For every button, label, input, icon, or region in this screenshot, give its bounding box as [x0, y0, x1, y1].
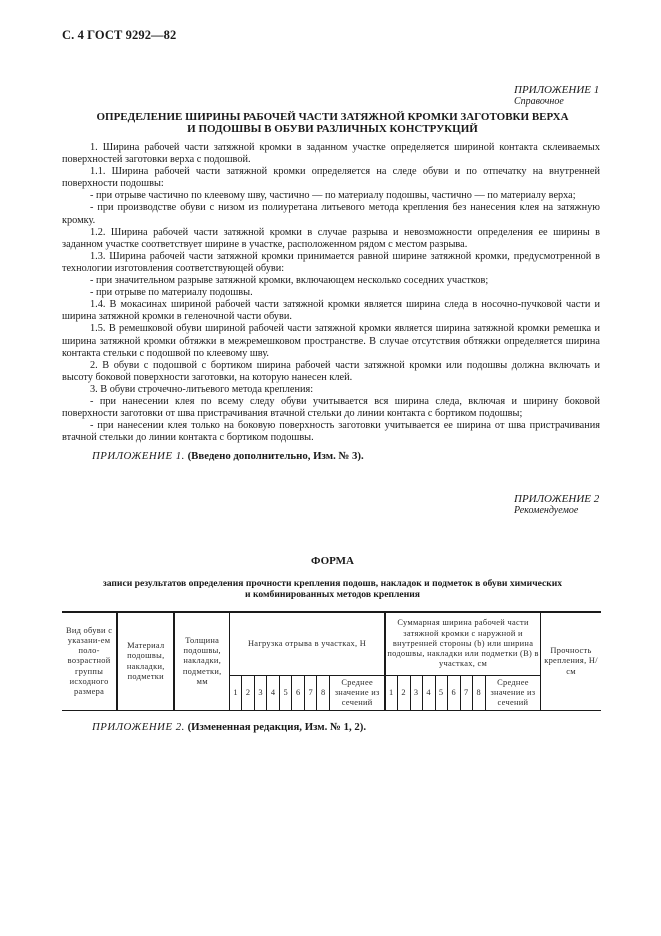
appendix-1-number: ПРИЛОЖЕНИЕ 1 [514, 84, 600, 96]
appendix-1-label [514, 84, 601, 108]
appendix-2-type: Рекомендуемое [514, 505, 579, 516]
paragraph: - при отрыве по материалу подошвы. [90, 287, 253, 299]
width-col-8: 8 [472, 676, 485, 711]
load-col-2: 2 [242, 676, 255, 711]
load-col-average: Среднее значение из сечений [330, 676, 385, 711]
results-form-table [62, 611, 601, 711]
form-title: ФОРМА [311, 555, 354, 567]
appendix-2-label [514, 493, 601, 517]
subtitle-line-1: записи результатов определения прочности крепления подошв, накладок и подметок в обуви химических [102, 578, 563, 589]
paragraph: - при отрыве частично по клеевому шву, частично — по материалу подошвы, частично — по материалу верха; [90, 190, 576, 202]
header-strength: Прочность крепления, Н/см [541, 612, 601, 711]
header-material: Материал подошвы, накладки, подметки [117, 612, 174, 711]
header-load: Нагрузка отрыва в участках, Н [230, 612, 385, 676]
load-col-4: 4 [267, 676, 280, 711]
load-col-3: 3 [255, 676, 267, 711]
header-thickness: Толщина подошвы, накладки, подметки, мм [174, 612, 229, 711]
load-col-7: 7 [305, 676, 317, 711]
load-col-8: 8 [317, 676, 330, 711]
paragraph: 3. В обуви строчечно-литьевого метода крепления: [90, 383, 314, 395]
paragraph: 1.5. В ремешковой обуви шириной рабочей части затяжной кромки является ширина затяжной кромки ремешка и ширина затяжной кромки обтяжки в межремешковом пространстве. В случае отсутствия обтяжки определяется ширина контакта стельки с подошвой по клеевому шву. [62, 323, 600, 359]
paragraph: - при нанесении клея по всему следу обуви учитывается вся ширина следа, включая и ширину боковой поверхности заготовки от шва пристрачивания втачной стельки до линии контакта с бортиком подошвы; [62, 395, 600, 420]
width-col-3: 3 [410, 676, 422, 711]
paragraph: - при значительном разрыве затяжной кромки, включающем несколько соседних участков; [90, 275, 489, 287]
paragraph: 1.3. Ширина рабочей части затяжной кромки принимается равной ширине затяжной кромки, предусмотренной в технологии изготовления соответствующей обуви: [62, 250, 600, 274]
header-width: Суммарная ширина рабочей части затяжной кромки с наружной и внутренней стороны (b) или ширина подошвы, накладки или подметки (B) в участках, см [385, 612, 541, 676]
paragraph: - при нанесении клея только на боковую поверхность заготовки учитывается ее ширина от шва пристрачивания втачной стельки до линии контакта с бортиком подошвы. [62, 420, 600, 444]
width-col-4: 4 [422, 676, 435, 711]
width-col-6: 6 [447, 676, 460, 711]
header-shoe-type: Вид обуви с указани-ем поло-возрастной группы исходного размера [62, 612, 117, 711]
note-text: (Введено дополнительно, Изм. № 3). [187, 450, 364, 462]
paragraph: 1.2. Ширина рабочей части затяжной кромки в случае разрыва и невозможности определения ее ширины в заданном участке соответствует ширине в участке, расположенном рядом с местом разрыва. [62, 226, 600, 250]
paragraph: 1.1. Ширина рабочей части затяжной кромки определяется на следе обуви и по отпечатку на внутренней поверхности подошвы: [62, 166, 600, 190]
note-label: ПРИЛОЖЕНИЕ 2. [92, 721, 185, 733]
appendix-2-note [92, 721, 366, 733]
paragraph: 1. Ширина рабочей части затяжной кромки в заданном участке определяется шириной контакта склеиваемых поверхностей заготовки верха с подошвой. [62, 142, 600, 166]
note-text: (Измененная редакция, Изм. № 1, 2). [187, 721, 367, 733]
paragraph: - при производстве обуви с низом из полиуретана литьевого метода крепления без нанесения клея на затяжную кромку. [62, 202, 600, 226]
width-col-average: Среднее значение из сечений [485, 676, 540, 711]
appendix-1-body [62, 142, 600, 444]
page-header: С. 4 ГОСТ 9292—82 [62, 28, 177, 42]
load-col-6: 6 [292, 676, 305, 711]
appendix-1-title [60, 111, 605, 135]
appendix-1-type: Справочное [514, 96, 564, 107]
paragraph: 1.4. В мокасинах шириной рабочей части затяжной кромки является ширина следа в носочно-пучковой части и ширина затяжной кромки в геленочной части обуви. [62, 299, 600, 323]
width-col-7: 7 [460, 676, 472, 711]
load-col-1: 1 [230, 676, 242, 711]
load-col-5: 5 [280, 676, 292, 711]
width-col-2: 2 [397, 676, 410, 711]
width-col-5: 5 [435, 676, 447, 711]
title-line-2: И ПОДОШВЫ В ОБУВИ РАЗЛИЧНЫХ КОНСТРУКЦИЙ [187, 123, 478, 135]
appendix-2-number: ПРИЛОЖЕНИЕ 2 [514, 493, 600, 505]
width-col-1: 1 [385, 676, 397, 711]
title-line-1: ОПРЕДЕЛЕНИЕ ШИРИНЫ РАБОЧЕЙ ЧАСТИ ЗАТЯЖНОЙ КРОМКИ ЗАГОТОВКИ ВЕРХА [96, 111, 569, 123]
appendix-1-note [92, 450, 364, 462]
note-label: ПРИЛОЖЕНИЕ 1. [92, 450, 185, 462]
paragraph: 2. В обуви с подошвой с бортиком ширина рабочей части затяжной кромки или подошвы должна включать и высоту боковой поверхности заготовки, на которую нанесен клей. [62, 359, 600, 383]
form-subtitle [60, 578, 605, 600]
subtitle-line-2: и комбинированных методов крепления [245, 589, 420, 600]
